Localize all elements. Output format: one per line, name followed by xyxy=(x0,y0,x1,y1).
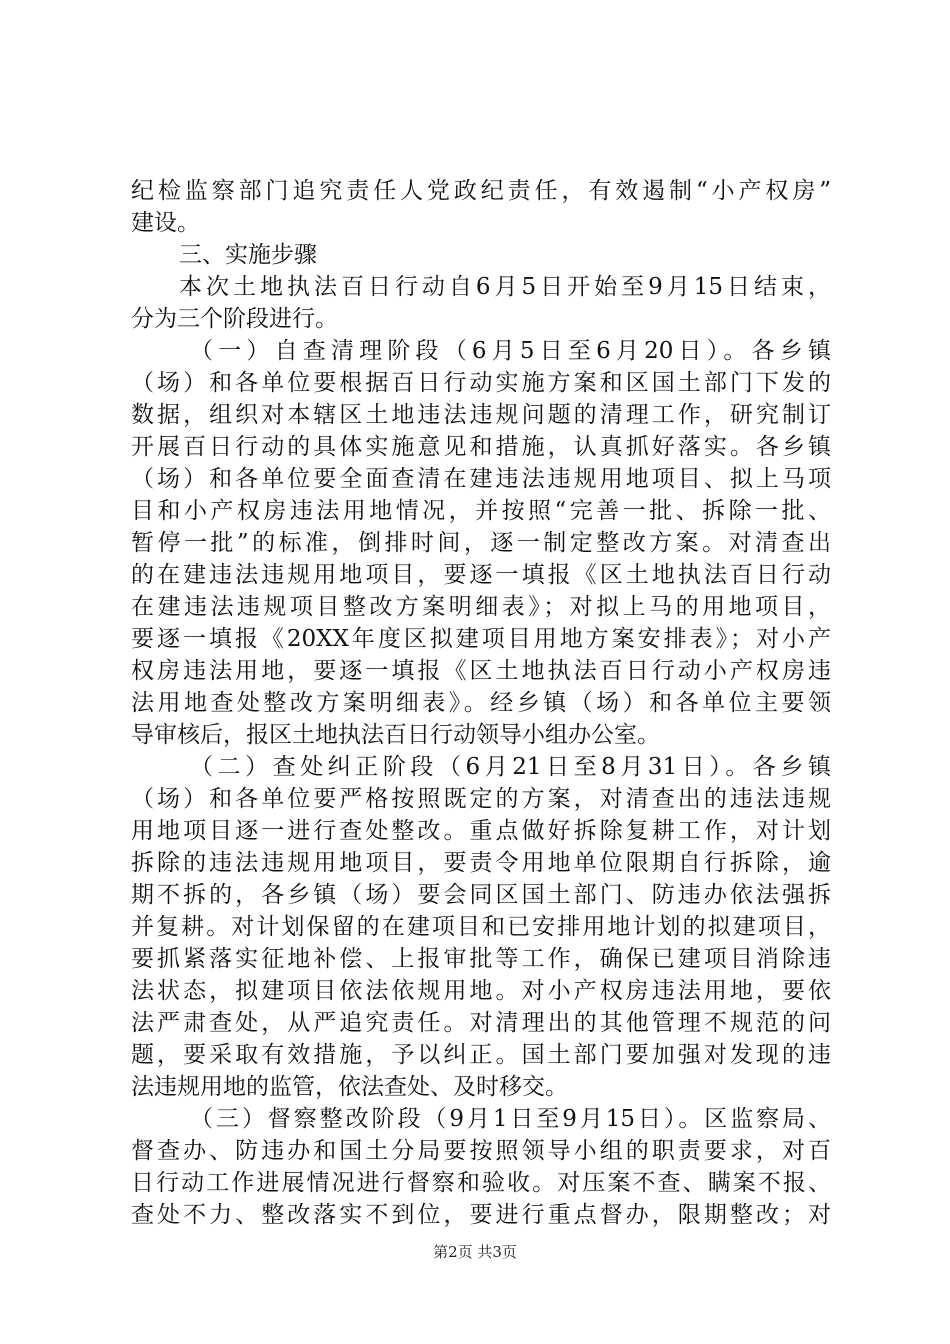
text-line: 的在建违法违规用地项目，要逐一填报《区土地执法百日行动 xyxy=(131,562,831,588)
text-line: 建设。 xyxy=(131,210,200,236)
text-line: 用地项目逐一进行查处整改。重点做好拆除复耕工作，对计划 xyxy=(131,818,831,844)
section-heading: 三、实施步骤 xyxy=(179,242,317,268)
text-line: 查处不力、整改落实不到位，要进行重点督办，限期整改；对 xyxy=(131,1202,831,1228)
text-line: 日行动工作进展情况进行督察和验收。对压案不查、瞒案不报、 xyxy=(131,1170,831,1196)
text-line: 法严肃查处，从严追究责任。对清理出的其他管理不规范的问 xyxy=(131,1010,831,1036)
text-line: （二）查处纠正阶段（6月21日至8月31日）。各乡镇 xyxy=(190,754,831,780)
text-line: （场）和各单位要全面查清在建违法违规用地项目、拟上马项 xyxy=(131,466,831,492)
text-line: 数据，组织对本辖区土地违法违规问题的清理工作，研究制订 xyxy=(131,402,831,428)
text-line: 要逐一填报《20XX年度区拟建项目用地方案安排表》；对小产 xyxy=(131,626,831,652)
text-line: 督查办、防违办和国土分局要按照领导小组的职责要求，对百 xyxy=(131,1138,831,1164)
text-line: （场）和各单位要根据百日行动实施方案和区国土部门下发的 xyxy=(131,370,831,396)
text-line: 题，要采取有效措施，予以纠正。国土部门要加强对发现的违 xyxy=(131,1042,831,1068)
text-line: 法用地查处整改方案明细表》。经乡镇（场）和各单位主要领 xyxy=(131,690,831,716)
text-line: 要抓紧落实征地补偿、上报审批等工作，确保已建项目消除违 xyxy=(131,946,831,972)
text-line: 分为三个阶段进行。 xyxy=(131,306,338,332)
text-line: 纪检监察部门追究责任人党政纪责任，有效遏制“小产权房” xyxy=(131,178,831,204)
text-line: 目和小产权房违法用地情况，并按照“完善一批、拆除一批、 xyxy=(131,498,831,524)
text-line: 在建违法违规项目整改方案明细表》；对拟上马的用地项目， xyxy=(131,594,831,620)
text-line: 并复耕。对计划保留的在建项目和已安排用地计划的拟建项目， xyxy=(131,914,831,940)
text-line: 开展百日行动的具体实施意见和措施，认真抓好落实。各乡镇 xyxy=(131,434,831,460)
text-line: 法状态，拟建项目依法依规用地。对小产权房违法用地，要依 xyxy=(131,978,831,1004)
text-line: （场）和各单位要严格按照既定的方案，对清查出的违法违规 xyxy=(131,786,831,812)
text-line: 导审核后，报区土地执法百日行动领导小组办公室。 xyxy=(131,722,660,748)
text-line: 法违规用地的监管，依法查处、及时移交。 xyxy=(131,1074,568,1100)
text-line: 本次土地执法百日行动自6月5日开始至9月15日结束， xyxy=(179,274,831,300)
text-line: （一）自查清理阶段（6月5日至6月20日）。各乡镇 xyxy=(190,338,831,364)
page-number-footer: 第2页 共3页 xyxy=(433,1243,517,1261)
text-line: 权房违法用地，要逐一填报《区土地执法百日行动小产权房违 xyxy=(131,658,831,684)
text-line: 期不拆的，各乡镇（场）要会同区国土部门、防违办依法强拆 xyxy=(131,882,831,908)
text-line: 暂停一批”的标准，倒排时间，逐一制定整改方案。对清查出 xyxy=(131,530,831,556)
text-line: 拆除的违法违规用地项目，要责令用地单位限期自行拆除，逾 xyxy=(131,850,831,876)
text-line: （三）督察整改阶段（9月1日至9月15日）。区监察局、 xyxy=(190,1106,831,1132)
